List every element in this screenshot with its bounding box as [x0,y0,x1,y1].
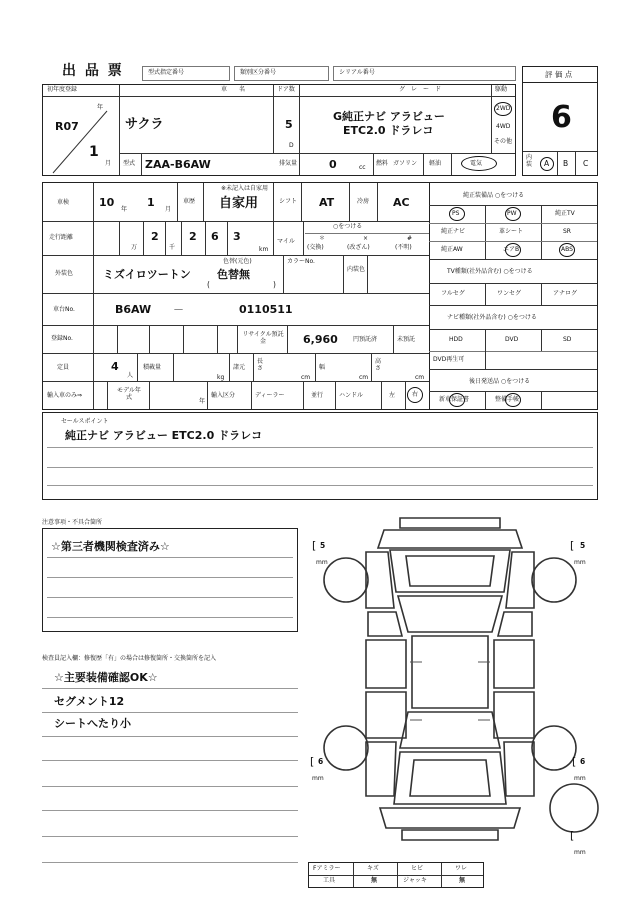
fuel-electric: 電気 [470,160,483,167]
later-title: 後日発送品 ○をつける [469,378,531,385]
color-change-paren-open: ( [207,280,210,289]
tv-fullseg: フルセグ [441,290,465,297]
import-dealer: ディーラー [255,392,285,399]
chassis-number: 0110511 [239,303,293,316]
color-no-label: カラーNo. [287,258,315,265]
navi-dvd: DVD [505,336,519,343]
model-year-label: モデル年式 [117,387,141,402]
distance-circle-note: ○をつける [333,223,363,230]
navi-type-title: ナビ種類(社外品含む) ○をつける [447,314,537,321]
chassis-model: B6AW [115,303,152,316]
doors-label: ドア数 [277,86,295,93]
grade-label: グ レ ー ド [399,86,442,93]
cooler-label: 冷房 [357,198,370,205]
syareki-note: ※未記入は自家用 [221,185,269,192]
shift-value: AT [319,196,335,209]
month-value: 1 [89,144,99,160]
tire-fl-bracket: [ [312,539,317,552]
drive-label: 駆動 [495,86,508,93]
tire-rl-bracket: [ [310,755,315,768]
grade-line1: G純正ナビ アラビュー [333,110,445,123]
equip-ps: PS [452,210,460,217]
navi-hdd: HDD [449,336,463,343]
katashiki-label: 型式 [123,160,136,167]
handle-label: ハンドル [339,392,364,399]
color-change-value: 色替無 [217,268,250,281]
equipment-title: 純正装備品 ○をつける [463,192,525,199]
shaken-label: 車検 [57,199,70,206]
fuel-diesel: 軽油 [429,160,442,167]
interior-c: C [583,159,589,168]
katashiki-shitei-label: 型式指定番号 [148,69,185,76]
tire-fr-depth: 5 [580,541,586,550]
equip-abs: ABS [561,246,573,253]
distance-kaizan: (改ざん) [347,244,370,251]
distance-km: km [259,246,269,253]
tire-rl-depth: 6 [318,757,324,766]
import-type-label: 輸入区分 [211,392,236,399]
doors-value: 5 [285,118,293,131]
equip-pw: PW [507,210,517,217]
notes-box [42,528,298,632]
score-box [522,66,598,176]
vehicle-basic-block [42,84,516,176]
tv-type-title: TV種類(社外品含む) ○をつける [447,268,533,275]
chassis-label: 車台No. [53,306,75,313]
loading-label: 積載量 [143,364,162,371]
mark-hash: # [407,235,413,242]
cc-unit: cc [359,164,366,171]
notes-line1: ☆第三者機関検査済み☆ [51,540,170,553]
shaken-year: 10 [99,196,115,209]
distance-label: 走行距離 [49,234,74,241]
month-mark: 月 [105,160,112,167]
distance-kokan: (交換) [307,244,324,251]
displacement-label: 排気量 [279,160,298,167]
interior-b: B [563,159,569,168]
ruibetsu-box [234,66,329,81]
drive-other: その他 [494,138,513,145]
tire-rl-mm: mm [312,775,324,782]
notes-line3: セグメント12 [54,695,125,708]
vehicle-detail-block [42,182,598,410]
color-label: 外装色 [55,270,74,277]
tire-spare-bracket: [ [570,829,575,842]
loading-kg: kg [217,374,225,381]
sales-point-block [42,412,598,500]
color-change-paren-close: ) [273,280,276,289]
interior-color-label: 内装色 [347,266,366,273]
chassis-dash: － [173,303,184,316]
syareki-label: 車歴 [183,198,196,205]
width-label: 幅 [319,364,326,371]
tire-rr-bracket: [ [572,755,577,768]
legend-kizu: キズ [367,865,379,872]
import-parallel: 並行 [311,392,324,399]
tire-fr-bracket: [ [570,539,575,552]
equip-navi: 純正ナビ [441,228,466,235]
year-value: R07 [55,120,79,133]
shaken-month-mark: 月 [165,206,172,213]
handle-left: 左 [389,392,396,399]
distance-mile: マイル [277,238,295,245]
tv-analog: アナログ [553,290,578,297]
notes-line4: シートへたり小 [54,717,131,730]
tire-fr-mm: mm [574,559,586,566]
serial-box [333,66,516,81]
distance-fumei: (不明) [395,244,412,251]
shaken-month: 1 [147,196,155,209]
mark-ast: ＊ [319,235,326,242]
color-value: ミズイロツートン [103,268,191,281]
shaken-year-mark: 年 [121,206,128,213]
year-mark: 年 [97,104,104,111]
sales-label: セールスポイント [61,418,109,425]
color-change-label: 色替(元色) [223,258,252,265]
navi-dvd-player: DVD再生可 [433,356,465,363]
recycle-paid: 円預託済 [353,336,378,343]
width-cm: cm [359,374,369,381]
capacity-label: 定員 [57,364,70,371]
syareki-value: 自家用 [219,196,259,211]
equip-aw: 純正AW [441,246,463,253]
legend-ware: ワレ [455,865,468,872]
cooler-value: AC [393,196,410,209]
recycle-label: リサイクル預託金 [242,331,284,346]
distance-sen: 千 [169,244,176,251]
dims-label: 諸元 [233,364,246,371]
katashiki-shitei-box [142,66,230,81]
interior-label: 内装 [526,154,533,168]
legend-jack: ジャッキ [403,877,427,884]
tire-rr-depth: 6 [580,757,586,766]
distance-digit-1: 2 [151,230,159,243]
recycle-unpaid: 未預託 [397,336,416,343]
mark-x: × [363,235,369,242]
registration-label: 登録No. [51,335,73,342]
height-cm: cm [415,374,425,381]
later-manual: 新車保証書 [439,396,470,403]
fuel-label: 燃料 [376,160,389,167]
distance-digit-4: 3 [233,230,241,243]
equip-sr: SR [563,228,571,235]
equip-leather: 革シート [499,228,524,235]
import-label: 輸入車のみ⇒ [47,392,83,399]
handle-right: 右 [412,391,419,398]
legend-hibi: ヒビ [411,865,424,872]
serial-label: シリアル番号 [339,69,375,76]
tire-fl-depth: 5 [320,541,326,550]
legend-table [308,862,484,888]
tv-oneseg: ワンセグ [497,290,522,297]
notes-line2: ☆主要装備確認OK☆ [54,671,158,684]
score-label: 評 価 点 [545,70,573,79]
legend-none1: 無 [371,877,378,884]
interior-a: A [544,159,550,168]
recycle-value: 6,960 [303,333,338,346]
tire-rr-mm: mm [574,775,586,782]
grade-line2: ETC2.0 ドラレコ [343,124,434,137]
legend-door-mirror: Fアミラー [313,865,341,872]
tire-fl-mm: mm [316,559,328,566]
displacement-value: 0 [329,158,337,171]
score-value: 6 [551,100,572,135]
legend-tools: 工具 [323,877,336,884]
capacity-unit: 人 [127,372,134,379]
year-label: 初年度登録 [47,86,78,93]
height-label: 高さ [375,358,382,372]
form-title: 出 品 票 [62,63,124,79]
drive-2wd: 2WD [496,105,511,112]
notes-label: 注意事項・不具合箇所 [42,519,103,526]
navi-sd: SD [563,336,572,343]
model-year-nen: 年 [199,398,206,405]
distance-man: 万 [131,244,138,251]
doors-suffix: D [289,142,294,149]
capacity-value: 4 [111,360,119,373]
drive-4wd: 4WD [496,123,511,130]
sales-text: 純正ナビ アラビュー ETC2.0 ドラレコ [65,429,263,442]
distance-digit-3: 6 [211,230,219,243]
car-diagram [304,512,600,862]
equip-tv: 純正TV [555,210,575,217]
katashiki-value: ZAA-B6AW [145,158,211,171]
length-cm: cm [301,374,311,381]
legend-none2: 無 [459,877,466,884]
inspector-label: 検査員記入欄：修復歴「有」の場合は修復箇所・交換箇所を記入 [42,655,217,662]
later-record: 整備手帳 [495,396,520,403]
fuel-gasoline: ガソリン [393,160,418,167]
length-label: 長さ [257,358,264,372]
equip-airbag: エアB [503,246,520,253]
ruibetsu-label: 類別区分番号 [240,69,277,76]
tire-spare-mm: mm [574,849,586,856]
car-name: サクラ [125,117,164,132]
model-label: 車 名 [221,86,246,93]
shift-label: シフト [279,198,298,205]
distance-digit-2: 2 [189,230,197,243]
